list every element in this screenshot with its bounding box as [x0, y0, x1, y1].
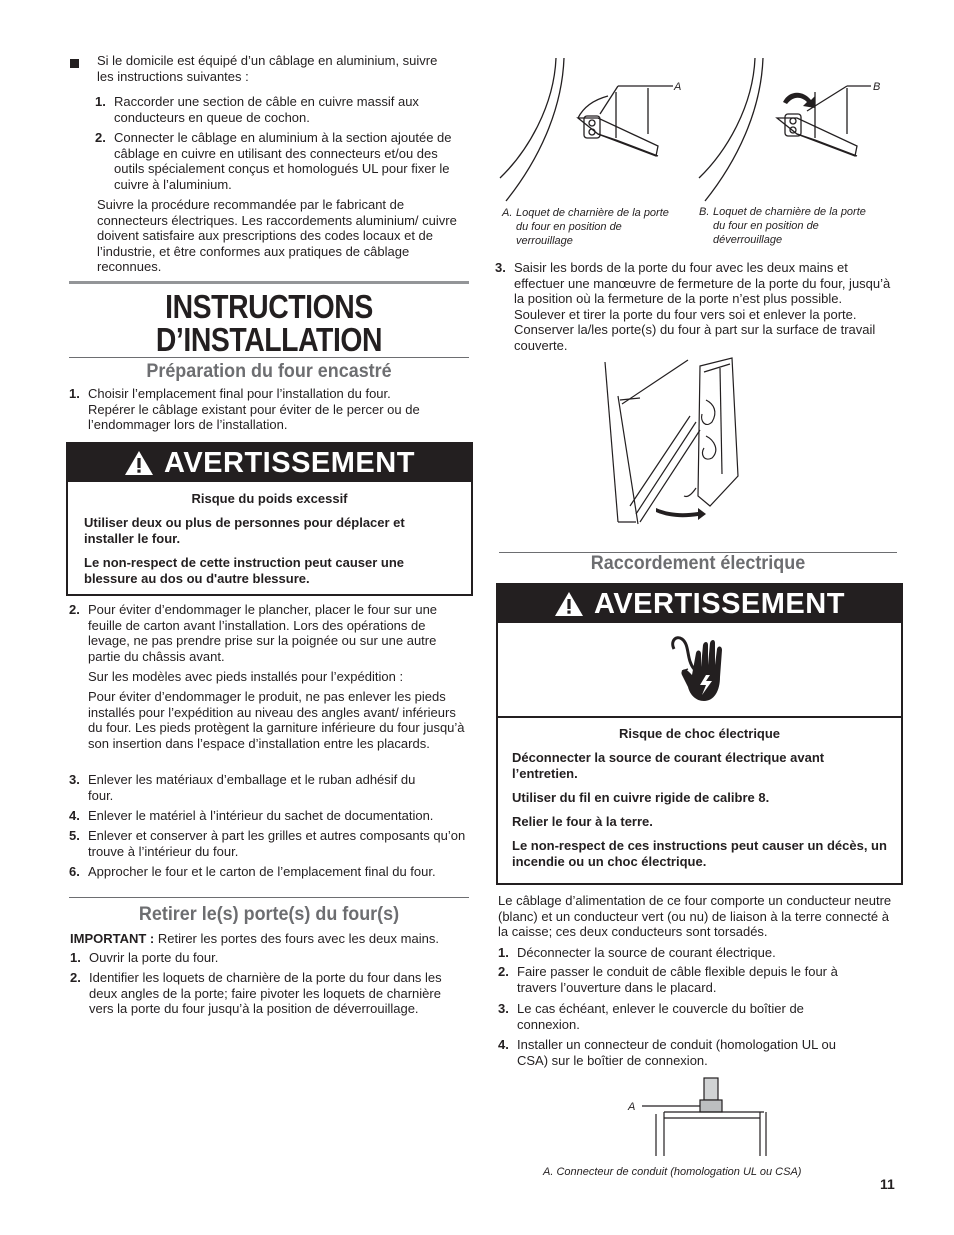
step-number: 1. — [498, 945, 509, 960]
caption-text: Loquet de charnière de la porte du four en position de déverrouillage — [713, 206, 866, 246]
warning-title: AVERTISSEMENT — [594, 587, 845, 620]
page-title — [97, 290, 441, 356]
warning-risk: Risque du poids excessif — [191, 491, 348, 506]
warning-box-electric — [496, 583, 903, 885]
prep-step-2-sub: Sur les modèles avec pieds installés pour l’expédition : — [88, 669, 404, 684]
step-text: Enlever les matériaux d’emballage et le ruban adhésif du four. — [88, 772, 416, 803]
step-number: 3. — [498, 1001, 509, 1016]
step-text: Déconnecter la source de courant électrique. — [517, 945, 776, 960]
prep-step-2 — [69, 602, 470, 664]
warning-line: Le non-respect de cette instruction peut causer une blessure au dos ou d'autre blessure. — [84, 555, 405, 586]
warning-line: Déconnecter la source de courant électrique avant l’entretien. — [512, 750, 825, 781]
step-text: Approcher le four et le carton de l’emplacement final du four. — [88, 864, 436, 879]
step-number: 2. — [95, 130, 106, 145]
hinge-locked-illustration — [498, 56, 688, 204]
section-divider — [69, 357, 469, 358]
caption-b — [699, 205, 874, 247]
step-text: Raccorder une section de câble en cuivre massif aux conducteurs en queue de cochon. — [114, 94, 419, 125]
section-divider — [69, 281, 469, 284]
step-number: 3. — [495, 260, 506, 275]
warning-line: Le non-respect de ces instructions peut causer un décès, un incendie ou un choc électrique. — [512, 838, 887, 869]
step-text: Faire passer le conduit de câble flexible depuis le four à travers l’ouverture dans le placard. — [517, 964, 838, 995]
warning-risk: Risque de choc électrique — [618, 726, 781, 741]
step-text: Installer un connecteur de conduit (homologation UL ou CSA) sur le boîtier de connexion. — [517, 1037, 836, 1068]
step-text: Ouvrir la porte du four. — [89, 950, 219, 965]
step-text: Le cas échéant, enlever le couvercle du boîtier de connexion. — [517, 1001, 804, 1032]
warning-triangle-icon — [554, 591, 584, 617]
warning-line: Utiliser du fil en cuivre rigide de calibre 8. — [512, 790, 770, 805]
warning-title: AVERTISSEMENT — [164, 446, 415, 479]
aluminium-step-1 — [95, 94, 444, 125]
step-text: Enlever et conserver à part les grilles et autres composants qu’on trouve à l’intérieur du four. — [88, 828, 466, 859]
figure-label-a: A — [674, 81, 682, 93]
warning-header — [68, 444, 471, 482]
section-title-doors: Retirer le(s) porte(s) du four(s) — [138, 903, 400, 925]
warning-box-weight — [66, 442, 473, 596]
electric-intro: Le câblage d’alimentation de ce four comporte un conducteur neutre (blanc) et un conducteur vert (ou nu) de liaison à la terre connecté à la caisse; ces deux conducteurs sont torsadés. — [498, 893, 892, 940]
electric-shock-hand-icon — [668, 635, 732, 705]
connector-label-a: A — [628, 1101, 636, 1113]
caption-letter: A. — [502, 207, 513, 219]
prep-step-1 — [69, 386, 428, 433]
warning-body — [68, 482, 471, 587]
step-text: Enlever le matériel à l’intérieur du sachet de documentation. — [88, 808, 434, 823]
electric-step-3 — [498, 1001, 817, 1032]
step-number: 2. — [498, 964, 509, 979]
page-title-line2: D’INSTALLATION — [155, 321, 383, 358]
step-number: 5. — [69, 828, 80, 843]
step-text: Connecter le câblage en aluminium à la section ajoutée de câblage en cuivre en utilisant des connecteurs et/ou des outils spécialement conçus et homologués UL pour fixer le cuivre à l’aluminium. — [114, 130, 452, 192]
conduit-connector-illustration — [624, 1076, 774, 1158]
aluminium-bullet-text: Si le domicile est équipé d’un câblage en aluminium, suivre les instructions suivantes : — [97, 53, 438, 84]
warning-body — [498, 718, 901, 870]
important-label: IMPORTANT : — [70, 931, 155, 946]
step-number: 4. — [498, 1037, 509, 1052]
section-title-preparation: Préparation du four encastré — [146, 360, 392, 382]
electric-step-1 — [498, 945, 877, 961]
caption-text: Loquet de charnière de la porte du four en position de verrouillage — [516, 207, 669, 247]
warning-line: Relier le four à la terre. — [512, 814, 653, 829]
doors-step-1 — [70, 950, 429, 966]
caption-letter: B. — [699, 206, 710, 218]
figure-label-b: B — [873, 81, 881, 93]
bullet-square — [70, 59, 79, 68]
caption-a — [502, 206, 677, 248]
electric-step-4 — [498, 1037, 857, 1068]
step-text: Pour éviter d’endommager le plancher, placer le four sur une feuille de carton avant l’installation. Lors des opérations de levage, ne pas prendre prise sur la poignée ou sur une autre partie du châssis avant. — [88, 602, 438, 664]
step-number: 4. — [69, 808, 80, 823]
page-number: 11 — [880, 1176, 895, 1192]
warning-line: Utiliser deux ou plus de personnes pour déplacer et installer le four. — [84, 515, 405, 546]
prep-step-5 — [69, 828, 470, 859]
important-text: Retirer les portes des fours avec les deux mains. — [157, 931, 439, 946]
aluminium-note: Suivre la procédure recommandée par le fabricant de connecteurs électriques. Les raccordements aluminium/ cuivre doivent satisfaire aux prescriptions des codes locaux et de l’industrie, et être conformes aux pratiques de câblage reconnues. — [97, 197, 457, 275]
step-text: Saisir les bords de la porte du four avec les deux mains et effectuer une manœuvre de fermeture de la porte du four, jusqu’à la position où la fermeture de la porte n’est plus possible. Soulever et tirer la porte du four vers soi et enlever la porte. Conserver la/les porte(s) du four à part sur la surface de travail couverte. — [514, 260, 891, 353]
step-number: 1. — [95, 94, 106, 109]
doors-step-3 — [495, 260, 894, 354]
step-number: 2. — [69, 602, 80, 617]
shock-icon-area — [498, 623, 901, 718]
aluminium-step-2 — [95, 130, 469, 192]
prep-step-2-detail: Pour éviter d’endommager le produit, ne pas enlever les pieds installés pour l’expédition au niveau des angles avant/ inférieurs du four. Les pieds protègent la garniture inférieure du four jusqu’à son insertion dans l’espace d’installation entre les placards. — [88, 689, 465, 751]
step-number: 6. — [69, 864, 80, 879]
rotate-arrow-icon — [783, 93, 815, 108]
conduit-caption: A. Connecteur de conduit (homologation UL ou CSA) — [543, 1166, 802, 1178]
page-title-line1: INSTRUCTIONS — [165, 288, 373, 325]
pull-arrow-icon — [656, 508, 706, 520]
hinge-unlocked-illustration — [697, 56, 887, 204]
step-text: Identifier les loquets de charnière de la porte du four dans les deux angles de la porte; faire pivoter les loquets de charnière vers la porte du four jusqu’à la position de déverrouillage. — [89, 970, 442, 1017]
electric-step-2 — [498, 964, 862, 995]
step-number: 3. — [69, 772, 80, 787]
step-text: Choisir l’emplacement final pour l’installation du four. Repérer le câblage existant pour éviter de le percer ou de l’endommager lors de l’installation. — [88, 386, 420, 433]
section-title-electric: Raccordement électrique — [590, 552, 806, 574]
prep-step-4 — [69, 808, 470, 824]
step-number: 2. — [70, 970, 81, 985]
warning-header — [498, 585, 901, 623]
section-divider — [69, 897, 469, 898]
prep-step-6 — [69, 864, 472, 880]
important-note — [70, 931, 470, 947]
step-number: 1. — [69, 386, 80, 401]
warning-triangle-icon — [124, 450, 154, 476]
doors-step-2 — [70, 970, 454, 1017]
door-removal-illustration — [600, 356, 770, 528]
step-number: 1. — [70, 950, 81, 965]
prep-step-3 — [69, 772, 428, 803]
